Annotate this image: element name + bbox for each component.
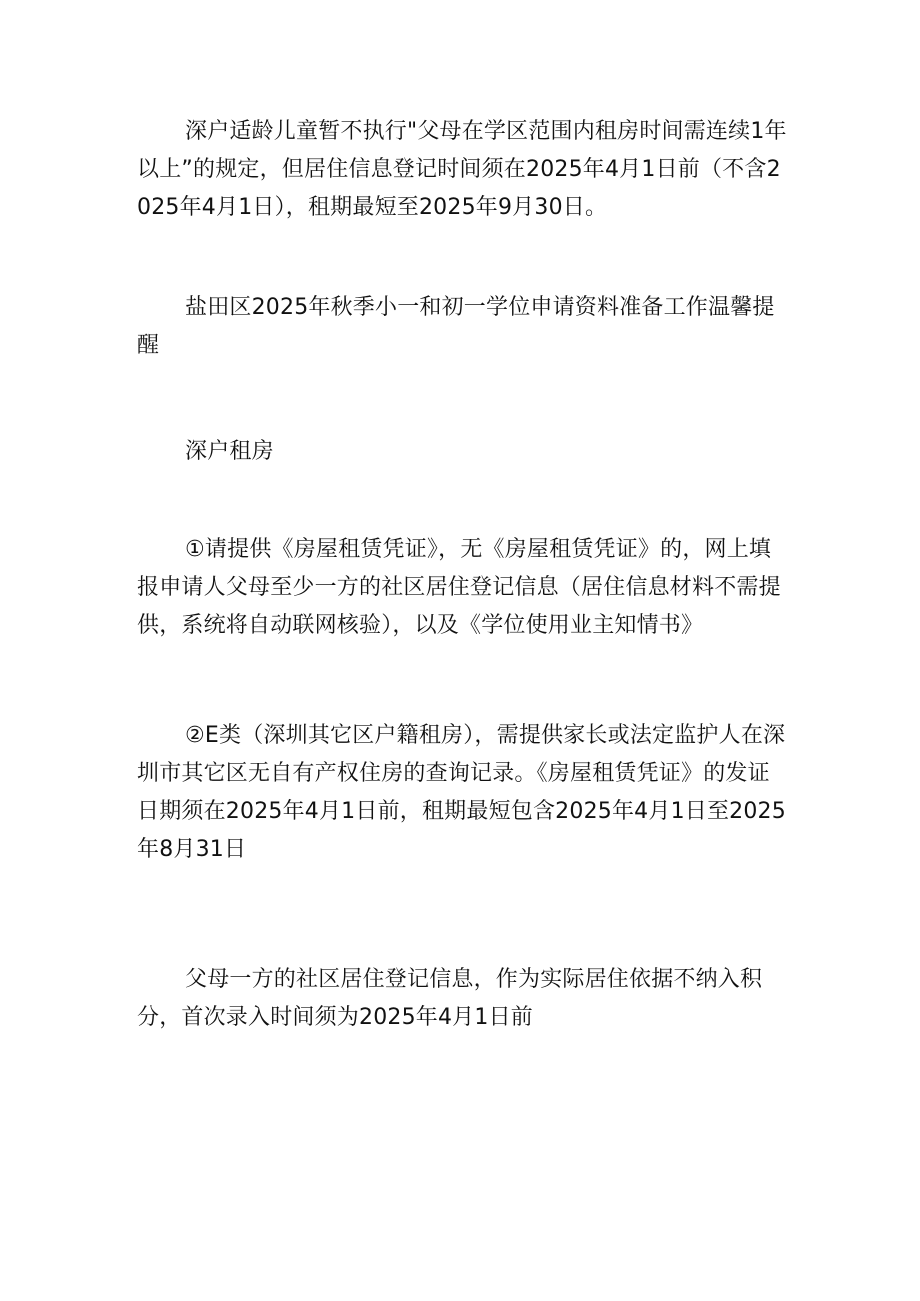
paragraph-section-title: 盐田区2025年秋季小一和初一学位申请资料准备工作温馨提醒 — [137, 295, 775, 358]
paragraph-item-2: ②E类（深圳其它区户籍租房），需提供家长或法定监护人在深圳市其它区无自有产权住房的查询记录。《房屋租赁凭证》的发证日期须在2025年4月1日前，租期最短包含2025年4月1日至2025年8月31日 — [137, 723, 786, 862]
paragraph-registration-note: 父母一方的社区居住登记信息，作为实际居住依据不纳入积分，首次录入时间须为2025年4月1日前 — [137, 967, 763, 1030]
paragraph-subheading-rental: 深户租房 — [185, 439, 274, 464]
paragraph-residence-rule: 深户适龄儿童暂不执行"父母在学区范围内租房时间需连续1年以上”的规定，但居住信息登记时间须在2025年4月1日前（不含2025年4月1日），租期最短至2025年9月30日。 — [137, 119, 787, 220]
paragraph-item-1: ①请提供《房屋租赁凭证》，无《房屋租赁凭证》的，网上填报申请人父母至少一方的社区居住登记信息（居住信息材料不需提供，系统将自动联网核验），以及《学位使用业主知情书》 — [137, 537, 781, 638]
